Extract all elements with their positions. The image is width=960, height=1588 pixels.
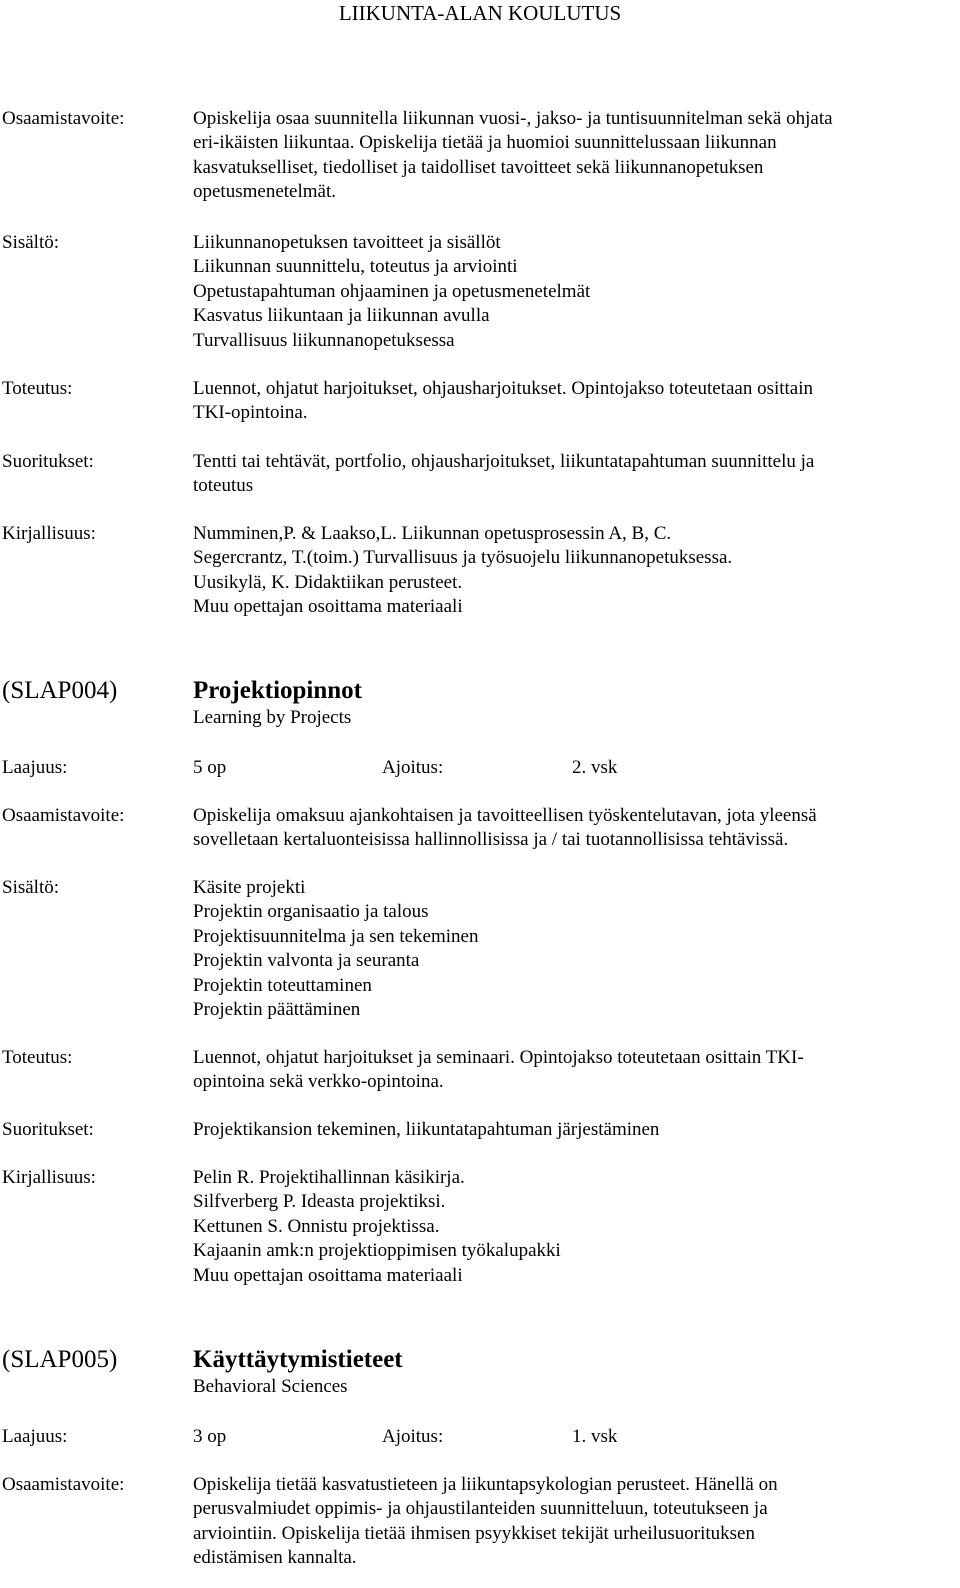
text-line: Luennot, ohjatut harjoitukset, ohjausharjoitukset. Opintojakso toteutetaan osittain xyxy=(193,378,814,399)
list-item: Muu opettajan osoittama materiaali xyxy=(193,1264,463,1286)
list-item: Turvallisuus liikunnanopetuksessa xyxy=(193,329,455,351)
c2-suoritukset-row xyxy=(0,1118,960,1142)
text-line: toteutus xyxy=(193,475,254,497)
c3-osaamistavoite-text xyxy=(193,1473,953,1571)
course-3-meta xyxy=(0,1425,960,1449)
c1-sisalto-list xyxy=(193,231,953,353)
c2-toteutus-row xyxy=(0,1046,960,1095)
text-line: Projektikansion tekeminen, liikuntatapahtuman järjestäminen xyxy=(193,1119,660,1140)
course-3-subtitle: Behavioral Sciences xyxy=(193,1376,348,1397)
text-line: arviointiin. Opiskelija tietää ihmisen psyykkiset tekijät urheilusuorituksen xyxy=(193,1522,755,1544)
course-3-code: (SLAP005) xyxy=(2,1346,118,1373)
course-2-meta xyxy=(0,756,960,780)
c3-osaamistavoite-row xyxy=(0,1473,960,1571)
c1-suoritukset-label: Suoritukset: xyxy=(2,451,94,472)
c1-toteutus-label: Toteutus: xyxy=(2,378,73,399)
c2-osaamistavoite-label: Osaamistavoite: xyxy=(2,805,125,826)
list-item: Opetustapahtuman ohjaaminen ja opetusmenetelmät xyxy=(193,280,591,302)
c1-suoritukset-text xyxy=(193,450,953,499)
c1-osaamistavoite-label: Osaamistavoite: xyxy=(2,108,125,129)
c1-kirjallisuus-list xyxy=(193,522,953,620)
list-item: Projektin valvonta ja seuranta xyxy=(193,950,420,972)
course-2-code: (SLAP004) xyxy=(2,677,118,704)
c1-kirjallisuus-row xyxy=(0,522,960,620)
text-line: Luennot, ohjatut harjoitukset ja seminaari. Opintojakso toteutetaan osittain TKI- xyxy=(193,1047,804,1068)
c2-laajuus-value: 5 op xyxy=(193,757,227,778)
course-3-header xyxy=(0,1345,960,1399)
c3-ajoitus-value: 1. vsk xyxy=(572,1426,618,1447)
c2-suoritukset-text xyxy=(193,1118,953,1142)
list-item: Liikunnan suunnittelu, toteutus ja arviointi xyxy=(193,256,518,278)
course-2-subtitle: Learning by Projects xyxy=(193,707,352,728)
list-item: Uusikylä, K. Didaktiikan perusteet. xyxy=(193,571,463,593)
c1-kirjallisuus-label: Kirjallisuus: xyxy=(2,523,96,544)
list-item: Kajaanin amk:n projektioppimisen työkalupakki xyxy=(193,1240,561,1262)
list-item: Projektin päättäminen xyxy=(193,999,361,1021)
page-header xyxy=(0,0,960,26)
c2-sisalto-row xyxy=(0,876,960,1022)
list-item: Kettunen S. Onnistu projektissa. xyxy=(193,1215,440,1237)
c2-osaamistavoite-row xyxy=(0,804,960,853)
list-item: Liikunnanopetuksen tavoitteet ja sisällöt xyxy=(193,232,501,253)
list-item: Numminen,P. & Laakso,L. Liikunnan opetusprosessin A, B, C. xyxy=(193,523,672,544)
text-line: Tentti tai tehtävät, portfolio, ohjausharjoitukset, liikuntatapahtuman suunnittelu ja xyxy=(193,451,815,472)
c1-suoritukset-row xyxy=(0,450,960,499)
c1-toteutus-row xyxy=(0,377,960,426)
text-line: Opiskelija tietää kasvatustieteen ja liikuntapsykologian perusteet. Hänellä on xyxy=(193,1474,778,1495)
list-item: Muu opettajan osoittama materiaali xyxy=(193,596,463,618)
c1-sisalto-label: Sisältö: xyxy=(2,232,60,253)
c2-ajoitus-value: 2. vsk xyxy=(572,757,618,778)
text-line: Opiskelija omaksuu ajankohtaisen ja tavoitteellisen työskentelutavan, jota yleensä xyxy=(193,805,817,826)
c2-suoritukset-label: Suoritukset: xyxy=(2,1119,94,1140)
course-2-title: Projektiopinnot xyxy=(193,677,362,704)
list-item: Pelin R. Projektihallinnan käsikirja. xyxy=(193,1167,465,1188)
c3-osaamistavoite-label: Osaamistavoite: xyxy=(2,1474,125,1495)
c1-osaamistavoite-row xyxy=(0,107,960,205)
text-line: Opiskelija osaa suunnitella liikunnan vuosi-, jakso- ja tuntisuunnitelman sekä ohjata xyxy=(193,108,833,129)
list-item: Projektin toteuttaminen xyxy=(193,974,372,996)
c1-toteutus-text xyxy=(193,377,953,426)
c2-sisalto-list xyxy=(193,876,953,1022)
list-item: Käsite projekti xyxy=(193,877,306,898)
c2-kirjallisuus-row xyxy=(0,1166,960,1288)
text-line: kasvatukselliset, tiedolliset ja taidolliset tavoitteet sekä liikunnanopetuksen xyxy=(193,156,764,178)
c2-osaamistavoite-text xyxy=(193,804,953,853)
text-line: perusvalmiudet oppimis- ja ohjaustilanteiden suunnitteluun, toteutukseen ja xyxy=(193,1498,768,1520)
c2-laajuus-label: Laajuus: xyxy=(2,757,68,778)
text-line: TKI-opintoina. xyxy=(193,402,308,424)
course-1-section xyxy=(0,107,960,205)
c3-ajoitus-label: Ajoitus: xyxy=(382,1426,444,1447)
c3-laajuus-value: 3 op xyxy=(193,1426,227,1447)
list-item: Segercrantz, T.(toim.) Turvallisuus ja työsuojelu liikunnanopetuksessa. xyxy=(193,547,733,569)
text-line: opintoina sekä verkko-opintoina. xyxy=(193,1071,444,1093)
text-line: opetusmenetelmät. xyxy=(193,181,336,203)
list-item: Projektin organisaatio ja talous xyxy=(193,901,429,923)
c2-kirjallisuus-label: Kirjallisuus: xyxy=(2,1167,96,1188)
text-line: eri-ikäisten liikuntaa. Opiskelija tietää ja huomioi suunnittelussaan liikunnan xyxy=(193,132,777,154)
page-header-title: LIIKUNTA-ALAN KOULUTUS xyxy=(338,1,622,25)
list-item: Kasvatus liikuntaan ja liikunnan avulla xyxy=(193,305,490,327)
text-line: edistämisen kannalta. xyxy=(193,1547,357,1569)
list-item: Projektisuunnitelma ja sen tekeminen xyxy=(193,925,479,947)
course-2-header xyxy=(0,676,960,730)
c1-osaamistavoite-text xyxy=(193,107,953,205)
course-3-title: Käyttäytymistieteet xyxy=(193,1346,403,1373)
text-line: sovelletaan kertaluonteisissa hallinnollisissa ja / tai tuotannollisissa tehtävissä. xyxy=(193,829,789,851)
c1-sisalto-row xyxy=(0,231,960,353)
c2-ajoitus-label: Ajoitus: xyxy=(382,757,444,778)
c2-kirjallisuus-list xyxy=(193,1166,953,1288)
c3-laajuus-label: Laajuus: xyxy=(2,1426,68,1447)
c2-toteutus-label: Toteutus: xyxy=(2,1047,73,1068)
c2-sisalto-label: Sisältö: xyxy=(2,877,60,898)
list-item: Silfverberg P. Ideasta projektiksi. xyxy=(193,1191,446,1213)
c2-toteutus-text xyxy=(193,1046,953,1095)
